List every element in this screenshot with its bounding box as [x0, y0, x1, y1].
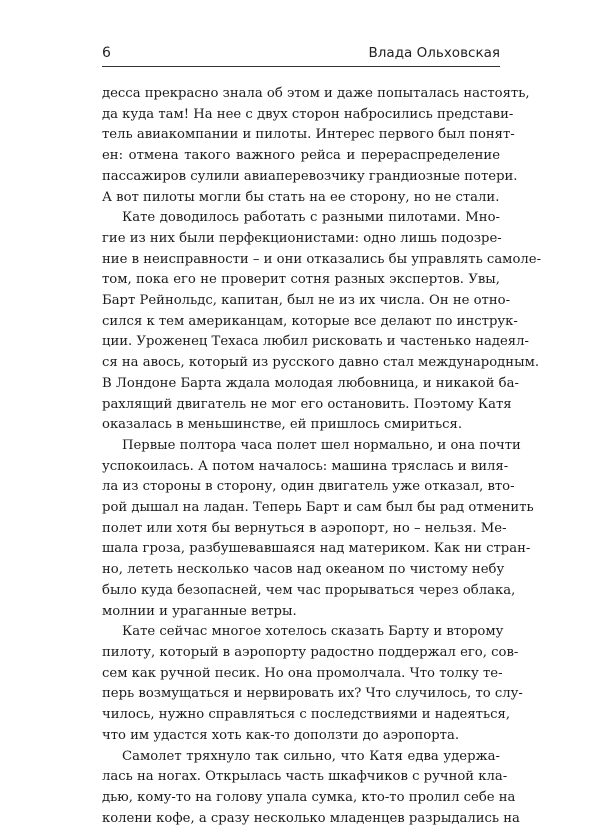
- text-line: полет или хотя бы вернуться в аэропорт, но – нельзя. Ме-: [102, 519, 500, 540]
- text-line: Кате сейчас многое хотелось сказать Барту и второму: [102, 622, 500, 643]
- paragraph: [102, 84, 500, 208]
- text-line: В Лондоне Барта ждала молодая любовница, и никакой ба-: [102, 374, 500, 395]
- text-line: ся на авось, который из русского давно стал международным.: [102, 353, 500, 374]
- text-line: том, пока его не проверит сотня разных экспертов. Увы,: [102, 270, 500, 291]
- text-line: пилоту, который в аэропорту радостно поддержал его, сов-: [102, 643, 500, 664]
- paragraph: [102, 208, 500, 436]
- text-line: да куда там! На нее с двух сторон набросились представи-: [102, 105, 500, 126]
- text-line: ние в неисправности – и они отказались бы управлять самоле-: [102, 250, 500, 271]
- text-line: сем как ручной песик. Но она промолчала. Что толку те-: [102, 664, 500, 685]
- text-line: дью, кому-то на голову упала сумка, кто-то пролил себе на: [102, 788, 500, 809]
- text-line: шала гроза, разбушевавшаяся над материком. Как ни стран-: [102, 539, 500, 560]
- body-text: [102, 84, 500, 724]
- text-line: чилось, нужно справляться с последствиями и надеяться,: [102, 705, 500, 726]
- paragraph: [102, 747, 500, 829]
- text-line: тель авиакомпании и пилоты. Интерес первого был понят-: [102, 125, 500, 146]
- text-line: успокоилась. А потом началось: машина тряслась и виля-: [102, 457, 500, 478]
- text-line: оказалась в меньшинстве, ей пришлось смириться.: [102, 415, 500, 436]
- text-line: десса прекрасно знала об этом и даже попыталась настоять,: [102, 84, 500, 105]
- text-line: но, лететь несколько часов над океаном по чистому небу: [102, 560, 500, 581]
- page-header: [102, 45, 500, 67]
- text-line: А вот пилоты могли бы стать на ее сторону, но не стали.: [102, 188, 500, 209]
- text-line: ла из стороны в сторону, один двигатель уже отказал, вто-: [102, 477, 500, 498]
- text-line: рой дышал на ладан. Теперь Барт и сам был бы рад отменить: [102, 498, 500, 519]
- text-line: Барт Рейнольдс, капитан, был не из их числа. Он не отно-: [102, 291, 500, 312]
- text-line: молнии и ураганные ветры.: [102, 602, 500, 623]
- text-line: перь возмущаться и нервировать их? Что случилось, то слу-: [102, 684, 500, 705]
- text-line: рахлящий двигатель не мог его остановить. Поэтому Катя: [102, 395, 500, 416]
- text-line: Самолет тряхнуло так сильно, что Катя едва удержа-: [102, 747, 500, 768]
- text-line: гие из них были перфекционистами: одно лишь подозре-: [102, 229, 500, 250]
- text-line: было куда безопасней, чем час прорываться через облака,: [102, 581, 500, 602]
- text-line: Кате доводилось работать с разными пилотами. Мно-: [102, 208, 500, 229]
- text-line: лась на ногах. Открылась часть шкафчиков с ручной кла-: [102, 767, 500, 788]
- page-number: 6: [102, 45, 111, 61]
- text-line: пассажиров сулили авиаперевозчику грандиозные потери.: [102, 167, 500, 188]
- text-line: колени кофе, а сразу несколько младенцев разрыдались на: [102, 809, 500, 829]
- header-rule: [102, 66, 500, 67]
- text-line: ции. Уроженец Техаса любил рисковать и частенько надеял-: [102, 332, 500, 353]
- text-line: Первые полтора часа полет шел нормально, и она почти: [102, 436, 500, 457]
- text-line: ен: отмена такого важного рейса и перераспределение: [102, 146, 500, 167]
- paragraph: [102, 436, 500, 622]
- text-line: что им удастся хоть как-то доползти до аэропорта.: [102, 726, 500, 747]
- text-line: сился к тем американцам, которые все делают по инструк-: [102, 312, 500, 333]
- paragraph: [102, 622, 500, 746]
- running-title: Влада Ольховская: [369, 45, 500, 61]
